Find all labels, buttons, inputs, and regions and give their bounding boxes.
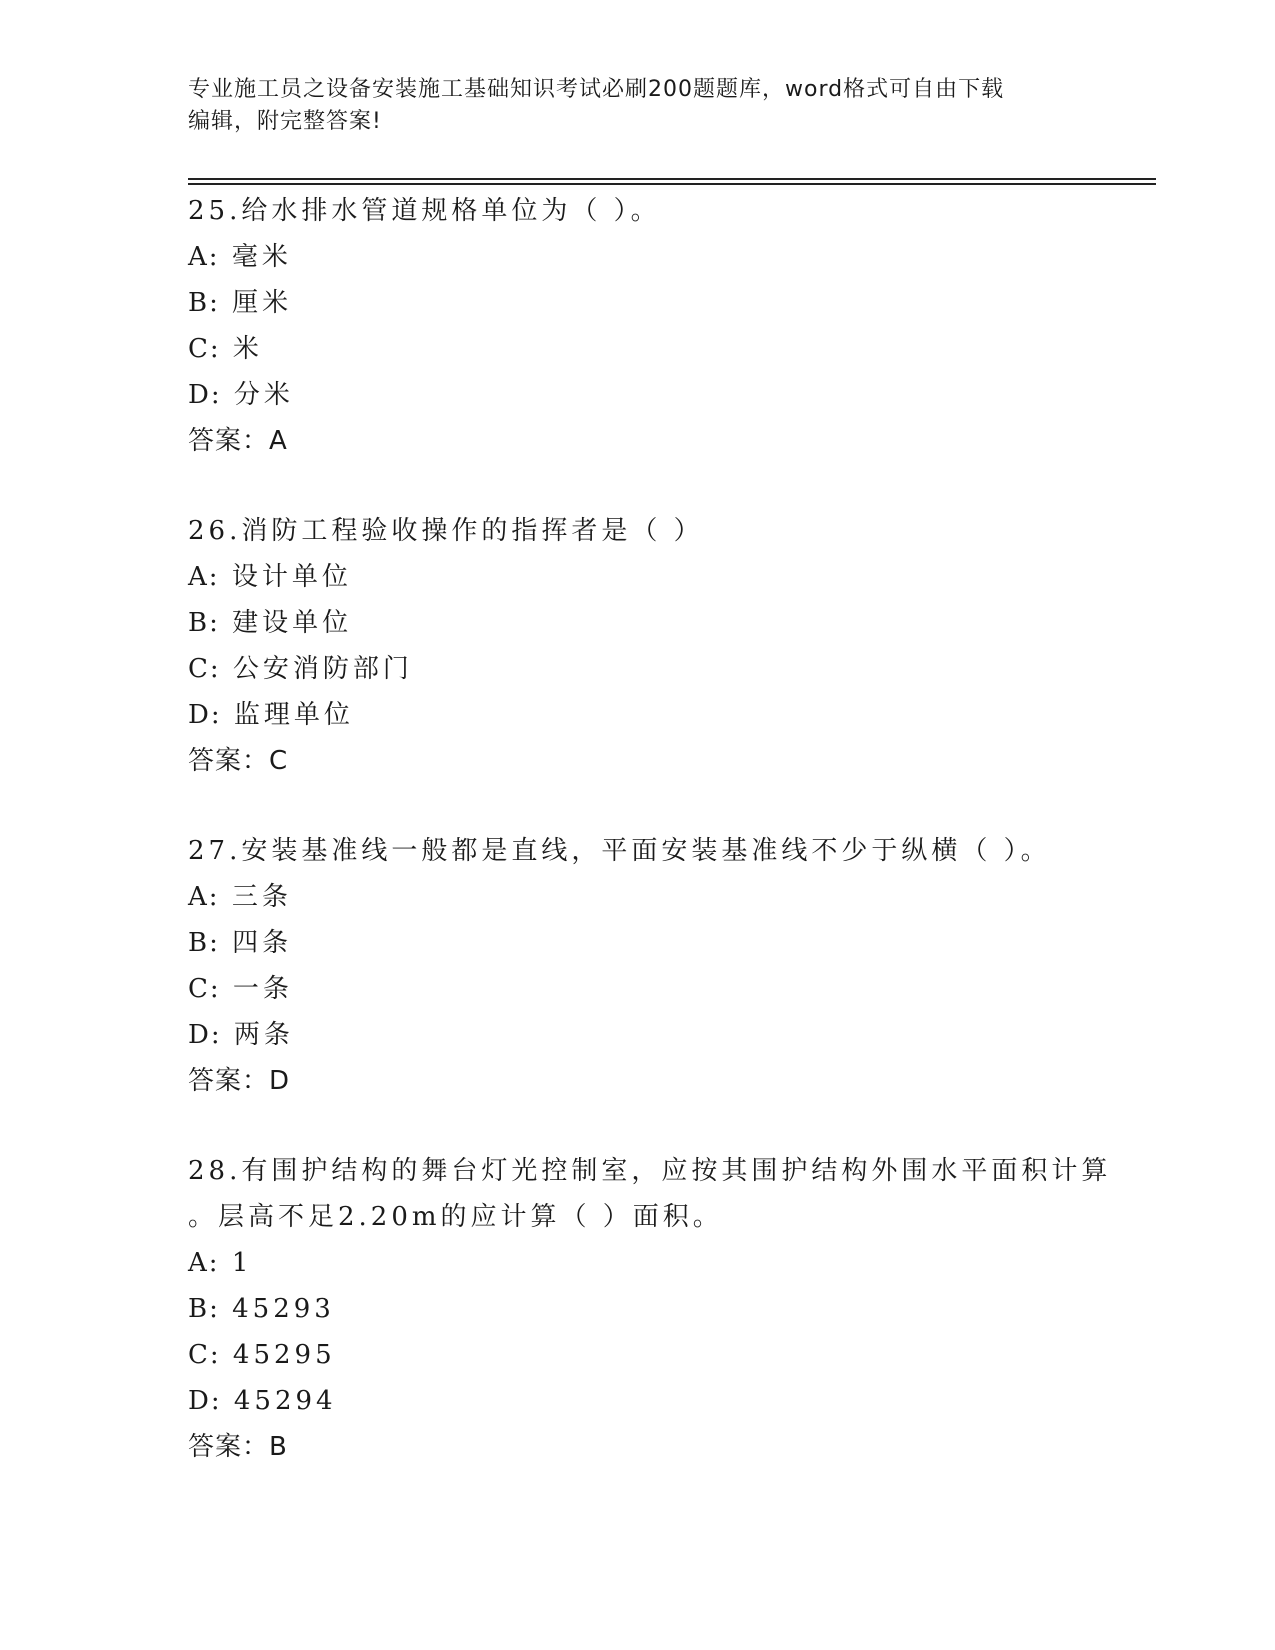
option-text: 三条 <box>231 882 292 912</box>
answer-line: 答案：C <box>188 746 289 776</box>
option-text: 45294 <box>233 1386 337 1416</box>
option-letter: C: <box>188 334 221 364</box>
question-stem-continued: 。层高不足2.20m的应计算（ ）面积。 <box>188 1202 723 1232</box>
option-letter: A: <box>188 1248 220 1278</box>
option-text: 两条 <box>233 1020 294 1050</box>
option-letter: B: <box>188 608 220 638</box>
option-letter: D: <box>188 700 222 730</box>
option-text: 1 <box>231 1248 253 1278</box>
question-stem: 26.消防工程验收操作的指挥者是（ ） <box>188 516 704 546</box>
option-text: 厘米 <box>232 288 293 318</box>
question-block <box>188 1148 1148 1470</box>
option-text: 分米 <box>233 380 294 410</box>
option-c <box>188 1332 1148 1378</box>
option-text: 毫米 <box>231 242 292 272</box>
option-letter: D: <box>188 1386 222 1416</box>
option-a <box>188 1240 1148 1286</box>
option-letter: B: <box>188 928 220 958</box>
option-letter: A: <box>188 242 220 272</box>
answer-line: 答案：D <box>188 1066 291 1096</box>
question-block <box>188 188 1148 464</box>
option-letter: A: <box>188 882 220 912</box>
question-stem: 25.给水排水管道规格单位为（ ）。 <box>188 196 661 226</box>
option-b <box>188 1286 1148 1332</box>
option-d <box>188 1012 1148 1058</box>
document-header <box>188 74 1068 138</box>
option-d <box>188 1378 1148 1424</box>
header-divider <box>188 178 1156 180</box>
option-letter: A: <box>188 562 220 592</box>
option-letter: D: <box>188 380 222 410</box>
option-letter: C: <box>188 974 221 1004</box>
option-a <box>188 554 1148 600</box>
answer-line: 答案：A <box>188 426 288 456</box>
option-text: 四条 <box>232 928 293 958</box>
option-letter: B: <box>188 288 220 318</box>
option-letter: D: <box>188 1020 222 1050</box>
option-b <box>188 280 1148 326</box>
header-title-line: 专业施工员之设备安装施工基础知识考试必刷200题题库，word格式可自由下载 <box>188 77 1005 102</box>
option-c <box>188 646 1148 692</box>
option-b <box>188 600 1148 646</box>
option-letter: C: <box>188 654 221 684</box>
option-text: 一条 <box>232 974 293 1004</box>
header-divider <box>188 183 1156 185</box>
header-title-line: 编辑，附完整答案! <box>188 109 382 134</box>
option-text: 监理单位 <box>233 700 354 730</box>
answer-line: 答案：B <box>188 1432 288 1462</box>
option-c <box>188 966 1148 1012</box>
question-block <box>188 828 1148 1104</box>
option-a <box>188 234 1148 280</box>
question-stem: 27.安装基准线一般都是直线，平面安装基准线不少于纵横（ ）。 <box>188 836 1051 866</box>
option-b <box>188 920 1148 966</box>
option-text: 设计单位 <box>231 562 352 592</box>
option-text: 45295 <box>232 1340 336 1370</box>
option-d <box>188 372 1148 418</box>
option-c <box>188 326 1148 372</box>
option-text: 45293 <box>232 1294 335 1324</box>
option-text: 公安消防部门 <box>232 654 413 684</box>
option-a <box>188 874 1148 920</box>
question-block <box>188 508 1148 784</box>
option-d <box>188 692 1148 738</box>
option-text: 米 <box>232 334 263 364</box>
question-stem: 28.有围护结构的舞台灯光控制室，应按其围护结构外围水平面积计算 <box>188 1156 1112 1186</box>
option-text: 建设单位 <box>232 608 353 638</box>
option-letter: B: <box>188 1294 220 1324</box>
option-letter: C: <box>188 1340 221 1370</box>
